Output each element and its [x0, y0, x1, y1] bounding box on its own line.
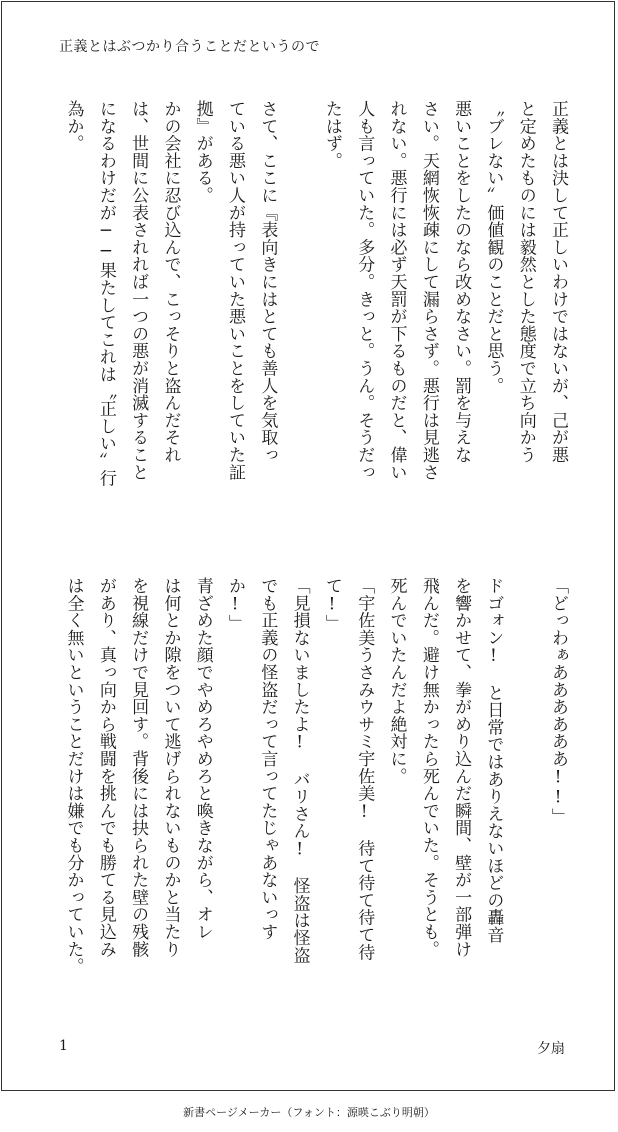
- blank-line: [509, 577, 541, 1007]
- text-line: ている悪い人が持っていた悪いことをしていた証: [225, 100, 246, 481]
- text-line: さて、ここに『表向きにはとても善人を気取っ: [257, 100, 278, 464]
- text-line: れない。悪行には必ず天罰が下るものだと、偉い: [386, 100, 407, 481]
- text-line: 〝ブレない〟価値観のことだと思う。: [483, 100, 504, 395]
- text-line: たはず。: [321, 100, 342, 170]
- text-line: 飛んだ。避け無かったら死んでいた。そうとも。: [418, 577, 439, 958]
- running-title: 正義とはぶつかり合うことだというので: [59, 39, 320, 55]
- text-line: になるわけだが──果たしてこれは〝正しい〟行: [95, 100, 116, 487]
- text-line: て!」: [321, 577, 342, 632]
- text-line: を視線だけで見回す。背後には抉られた壁の残骸: [128, 577, 149, 958]
- manuscript-page: [1, 1, 615, 1091]
- text-line: は何とか隙をついて逃げられないものかと当たり: [160, 577, 181, 958]
- text-line: 「どっわぁああああああ!!」: [548, 577, 568, 826]
- text-line: さい。天網恢恢疎にして漏らさず。悪行は見逃さ: [418, 100, 439, 481]
- generator-credit: 新書ページメーカー（フォント：源暎こぶり明朝）: [183, 1106, 435, 1119]
- text-line: かの会社に忍び込んで、こっそりと盗んだそれ: [160, 100, 181, 464]
- text-line: は、世間に公表されれば一つの悪が消滅すること: [128, 100, 149, 481]
- text-line: は全く無いということだけは嫌でも分かっていた。: [63, 577, 84, 975]
- text-line: を響かせて、拳がめり込んだ瞬間、壁が一部弾け: [451, 577, 472, 958]
- author-name: 夕扇: [537, 1041, 565, 1057]
- text-line: 「見損ないましたよ! バリさん! 怪盗は怪盗: [289, 577, 310, 964]
- text-line: 拠』がある。: [192, 100, 213, 204]
- text-line: 悪いことをしたのなら改めなさい。罰を与えな: [451, 100, 472, 464]
- blank-line: [283, 100, 315, 530]
- text-line: か!」: [225, 577, 246, 632]
- upper-text-block: [57, 100, 574, 530]
- text-line: 「宇佐美うさみウサミ宇佐美! 待て待て待て待: [354, 577, 375, 961]
- text-line: があり、真っ向から戦闘を挑んでも勝てる見込み: [95, 577, 116, 958]
- text-line: 死んでいたんだよ絶対に。: [386, 577, 407, 785]
- text-line: 青ざめた顔でやめろやめろと喚きながら、オレ: [192, 577, 213, 941]
- text-line: 人も言っていた。多分。きっと。うん。そうだっ: [354, 100, 375, 481]
- text-line: と定めたものには毅然とした態度で立ち向かう: [515, 100, 536, 464]
- lower-text-block: [57, 577, 574, 1007]
- page-number: 1: [59, 1038, 68, 1054]
- text-line: 為か。: [63, 100, 84, 152]
- text-line: ドゴォン! と日常ではありえないほどの轟音: [483, 577, 504, 944]
- text-line: でも正義の怪盗だって言ってたじゃあないっす: [257, 577, 278, 941]
- text-line: 正義とは決して正しいわけではないが、己が悪: [548, 100, 568, 464]
